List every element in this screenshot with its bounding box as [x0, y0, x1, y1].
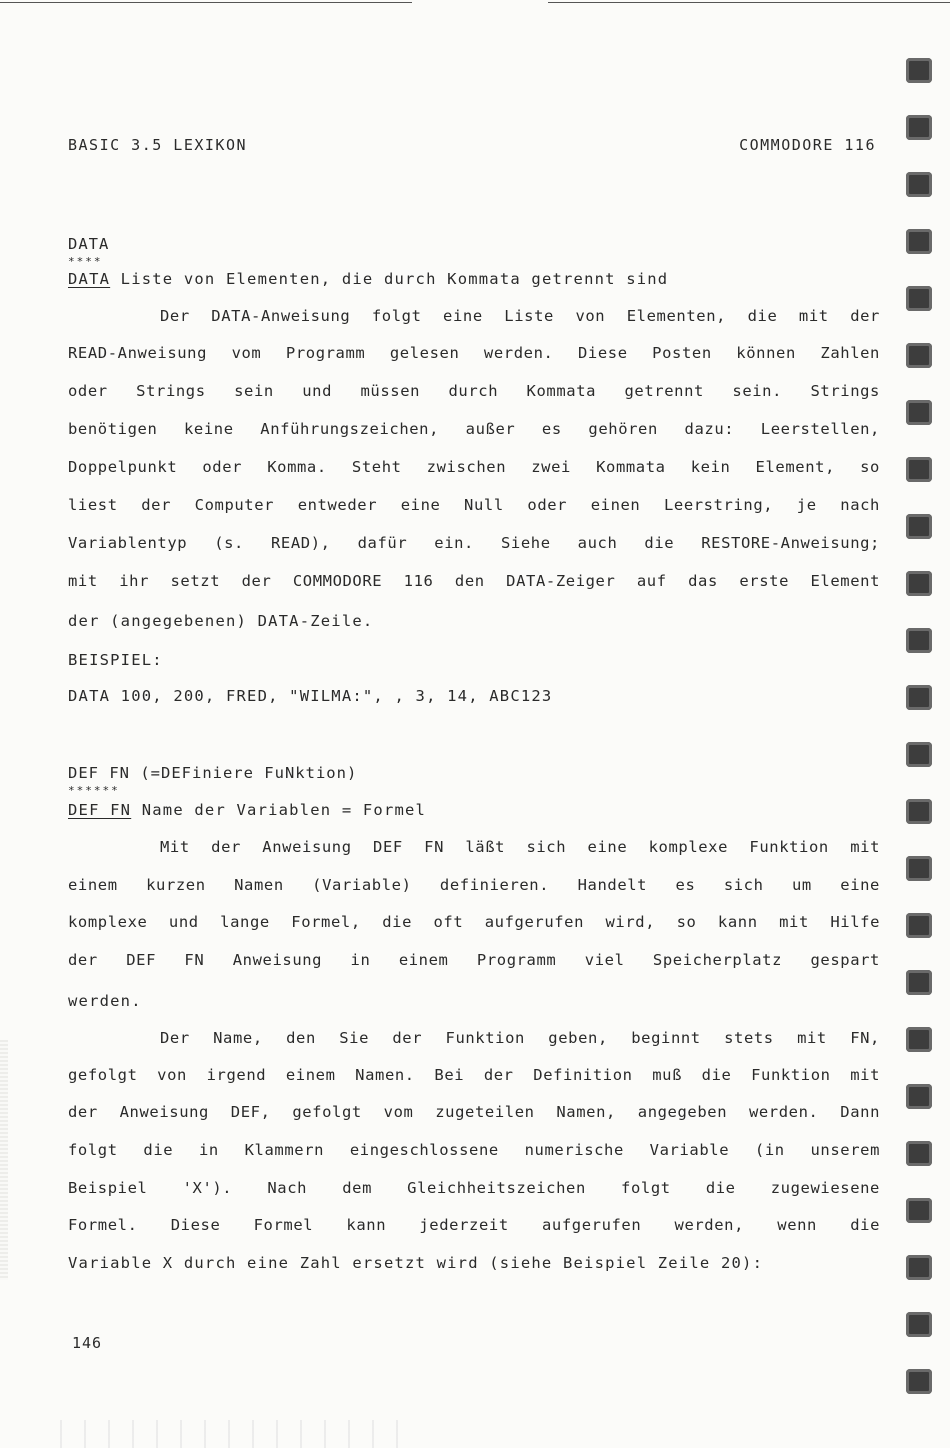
data-line-2: READ-Anweisung vom Programm gelesen werden. Diese Posten können Zahlen — [68, 344, 880, 362]
data-line-7: Variablentyp (s. READ), dafür ein. Siehe auch die RESTORE-Anweisung; — [68, 534, 880, 552]
thumb-tab-18 — [906, 1027, 932, 1052]
deffn-syntax — [68, 801, 426, 819]
data-line-1: Der DATA-Anweisung folgt eine Liste von Elementen, die mit der — [160, 307, 880, 325]
thumb-tab-16 — [906, 913, 932, 938]
thumb-tab-20 — [906, 1141, 932, 1166]
thumb-tab-6 — [906, 343, 932, 368]
thumb-tab-24 — [906, 1369, 932, 1394]
data-syntax-rest: Liste von Elementen, die durch Kommata getrennt sind — [110, 270, 669, 288]
thumb-tab-4 — [906, 229, 932, 254]
thumb-tab-1 — [906, 58, 932, 83]
deffn-p2-line-7: Variable X durch eine Zahl ersetzt wird (siehe Beispiel Zeile 20): — [68, 1254, 764, 1272]
thumb-tab-2 — [906, 115, 932, 140]
deffn-title: DEF FN (=DEFiniere FuNktion) — [68, 764, 358, 782]
scan-artifact-left — [0, 1040, 8, 1280]
thumb-tab-22 — [906, 1255, 932, 1280]
thumb-tab-12 — [906, 685, 932, 710]
top-rule-left — [0, 2, 412, 3]
deffn-p1-line-5: werden. — [68, 992, 142, 1010]
deffn-p2-line-1: Der Name, den Sie der Funktion geben, beginnt stets mit FN, — [160, 1029, 880, 1047]
scan-artifact-bottom — [60, 1420, 420, 1448]
deffn-p1-line-1: Mit der Anweisung DEF FN läßt sich eine komplexe Funktion mit — [160, 838, 880, 856]
header-left: BASIC 3.5 LEXIKON — [68, 136, 248, 154]
thumb-tab-3 — [906, 172, 932, 197]
data-syntax — [68, 270, 668, 288]
data-line-5: Doppelpunkt oder Komma. Steht zwischen zwei Kommata kein Element, so — [68, 458, 880, 476]
data-line-4: benötigen keine Anführungszeichen, außer es gehören dazu: Leerstellen, — [68, 420, 880, 438]
deffn-p2-line-3: der Anweisung DEF, gefolgt vom zugeteilen Namen, angegeben werden. Dann — [68, 1103, 880, 1121]
thumb-tab-9 — [906, 514, 932, 539]
example-code: DATA 100, 200, FRED, "WILMA:", , 3, 14, ABC123 — [68, 687, 553, 705]
thumb-tab-23 — [906, 1312, 932, 1337]
deffn-p2-line-6: Formel. Diese Formel kann jederzeit aufgerufen werden, wenn die — [68, 1216, 880, 1234]
thumb-tab-8 — [906, 457, 932, 482]
thumb-tab-11 — [906, 628, 932, 653]
thumb-tab-21 — [906, 1198, 932, 1223]
data-stars: **** — [68, 255, 103, 268]
thumb-tab-19 — [906, 1084, 932, 1109]
data-syntax-keyword: DATA — [68, 270, 111, 288]
thumb-tab-17 — [906, 970, 932, 995]
deffn-p1-line-2: einem kurzen Namen (Variable) definieren. Handelt es sich um eine — [68, 876, 880, 894]
deffn-p1-line-4: der DEF FN Anweisung in einem Programm viel Speicherplatz gespart — [68, 951, 880, 969]
deffn-p1-line-3: komplexe und lange Formel, die oft aufgerufen wird, so kann mit Hilfe — [68, 913, 880, 931]
deffn-syntax-keyword: DEF FN — [68, 801, 132, 819]
header-right: COMMODORE 116 — [739, 136, 876, 154]
deffn-syntax-rest: Name der Variablen = Formel — [131, 801, 427, 819]
deffn-p2-line-2: gefolgt von irgend einem Namen. Bei der Definition muß die Funktion mit — [68, 1066, 880, 1084]
data-line-6: liest der Computer entweder eine Null oder einen Leerstring, je nach — [68, 496, 880, 514]
page-number: 146 — [72, 1334, 103, 1352]
thumb-tab-13 — [906, 742, 932, 767]
thumb-tab-5 — [906, 286, 932, 311]
data-line-3: oder Strings sein und müssen durch Kommata getrennt sein. Strings — [68, 382, 880, 400]
example-label: BEISPIEL: — [68, 651, 163, 669]
thumb-tab-7 — [906, 400, 932, 425]
data-line-9: der (angegebenen) DATA-Zeile. — [68, 612, 374, 630]
thumb-tab-15 — [906, 856, 932, 881]
deffn-p2-line-5: Beispiel 'X'). Nach dem Gleichheitszeichen folgt die zugewiesene — [68, 1179, 880, 1197]
data-line-8: mit ihr setzt der COMMODORE 116 den DATA-Zeiger auf das erste Element — [68, 572, 880, 590]
data-title: DATA — [68, 235, 110, 253]
thumb-tab-10 — [906, 571, 932, 596]
top-rule-right — [548, 2, 950, 3]
deffn-stars: ****** — [68, 784, 120, 797]
deffn-p2-line-4: folgt die in Klammern eingeschlossene numerische Variable (in unserem — [68, 1141, 880, 1159]
thumb-tab-14 — [906, 799, 932, 824]
